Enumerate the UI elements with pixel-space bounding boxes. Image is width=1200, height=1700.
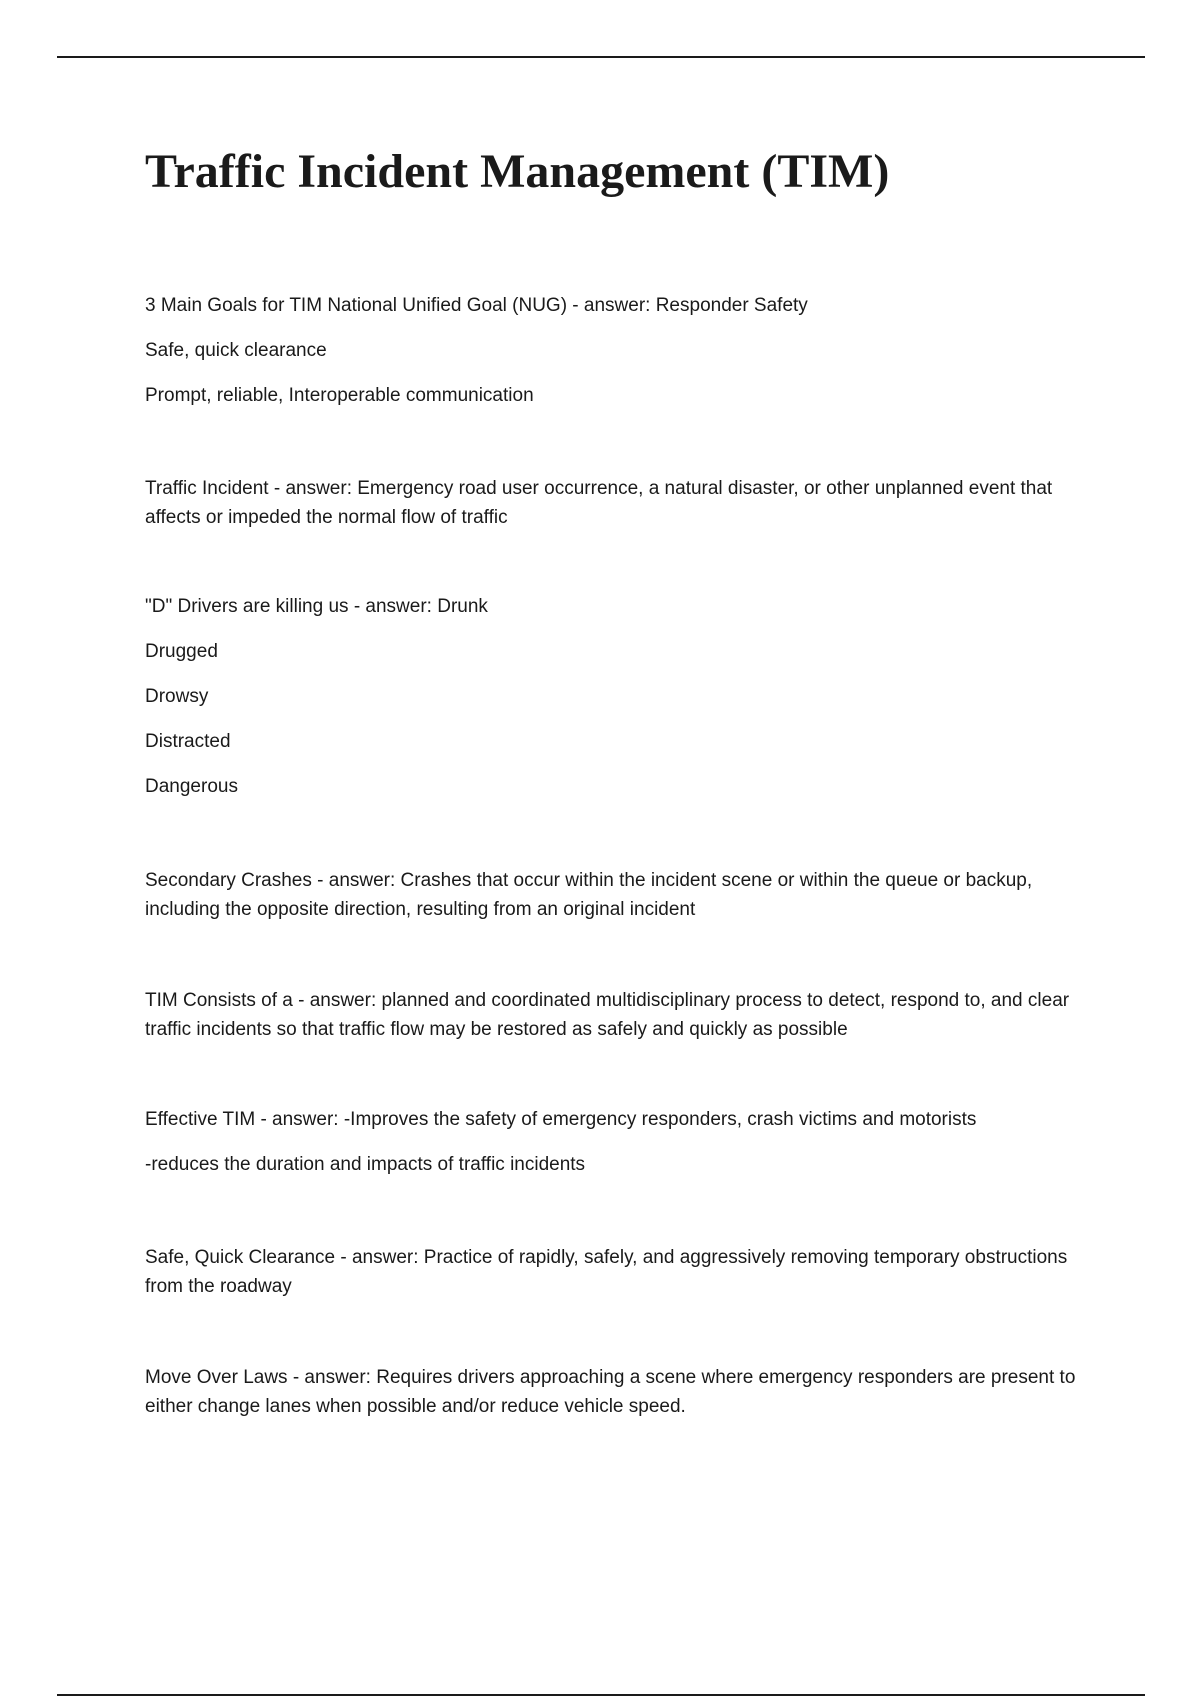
entry-tim-consists — [145, 986, 1095, 1044]
entry-text: -reduces the duration and impacts of traffic incidents — [145, 1154, 586, 1175]
entry-text: Secondary Crashes - answer: Crashes that occur within the incident scene or within the queue or backup, including the opposite direction, resulting from an original incident — [145, 870, 1033, 920]
entry-text: Distracted — [145, 731, 231, 752]
entry-traffic-incident — [145, 474, 1095, 532]
entry-text: Traffic Incident - answer: Emergency road user occurrence, a natural disaster, or other unplanned event that affects or impeded the normal flow of traffic — [145, 478, 1053, 528]
top-rule — [57, 56, 1145, 58]
entry-text: Drowsy — [145, 686, 209, 707]
entry-text: Dangerous — [145, 776, 238, 797]
entry-text: 3 Main Goals for TIM National Unified Goal (NUG) - answer: Responder Safety — [145, 295, 808, 316]
entry-effective-tim — [145, 1106, 1095, 1179]
document-title: Traffic Incident Management (TIM) — [145, 145, 890, 198]
entry-text: Prompt, reliable, Interoperable communication — [145, 385, 534, 406]
entry-text: TIM Consists of a - answer: planned and coordinated multidisciplinary process to detect, respond to, and clear traffic incidents so that traffic flow may be restored as safely and quickly as possible — [145, 990, 1070, 1040]
entry-text: Move Over Laws - answer: Requires drivers approaching a scene where emergency responders are present to either change lanes when possible and/or reduce vehicle speed. — [145, 1367, 1076, 1417]
entry-text: "D" Drivers are killing us - answer: Drunk — [145, 596, 488, 617]
entry-text: Safe, Quick Clearance - answer: Practice of rapidly, safely, and aggressively removing temporary obstructions from the roadway — [145, 1247, 1068, 1297]
entry-d-drivers — [145, 593, 1095, 801]
entry-text: Effective TIM - answer: -Improves the safety of emergency responders, crash victims and motorists — [145, 1109, 977, 1130]
entry-move-over-laws — [145, 1363, 1095, 1421]
bottom-rule — [57, 1694, 1145, 1696]
entry-text: Safe, quick clearance — [145, 340, 327, 361]
entry-safe-quick-clearance — [145, 1243, 1095, 1301]
entry-secondary-crashes — [145, 866, 1095, 924]
entry-main-goals — [145, 292, 1095, 410]
entry-text: Drugged — [145, 641, 218, 662]
